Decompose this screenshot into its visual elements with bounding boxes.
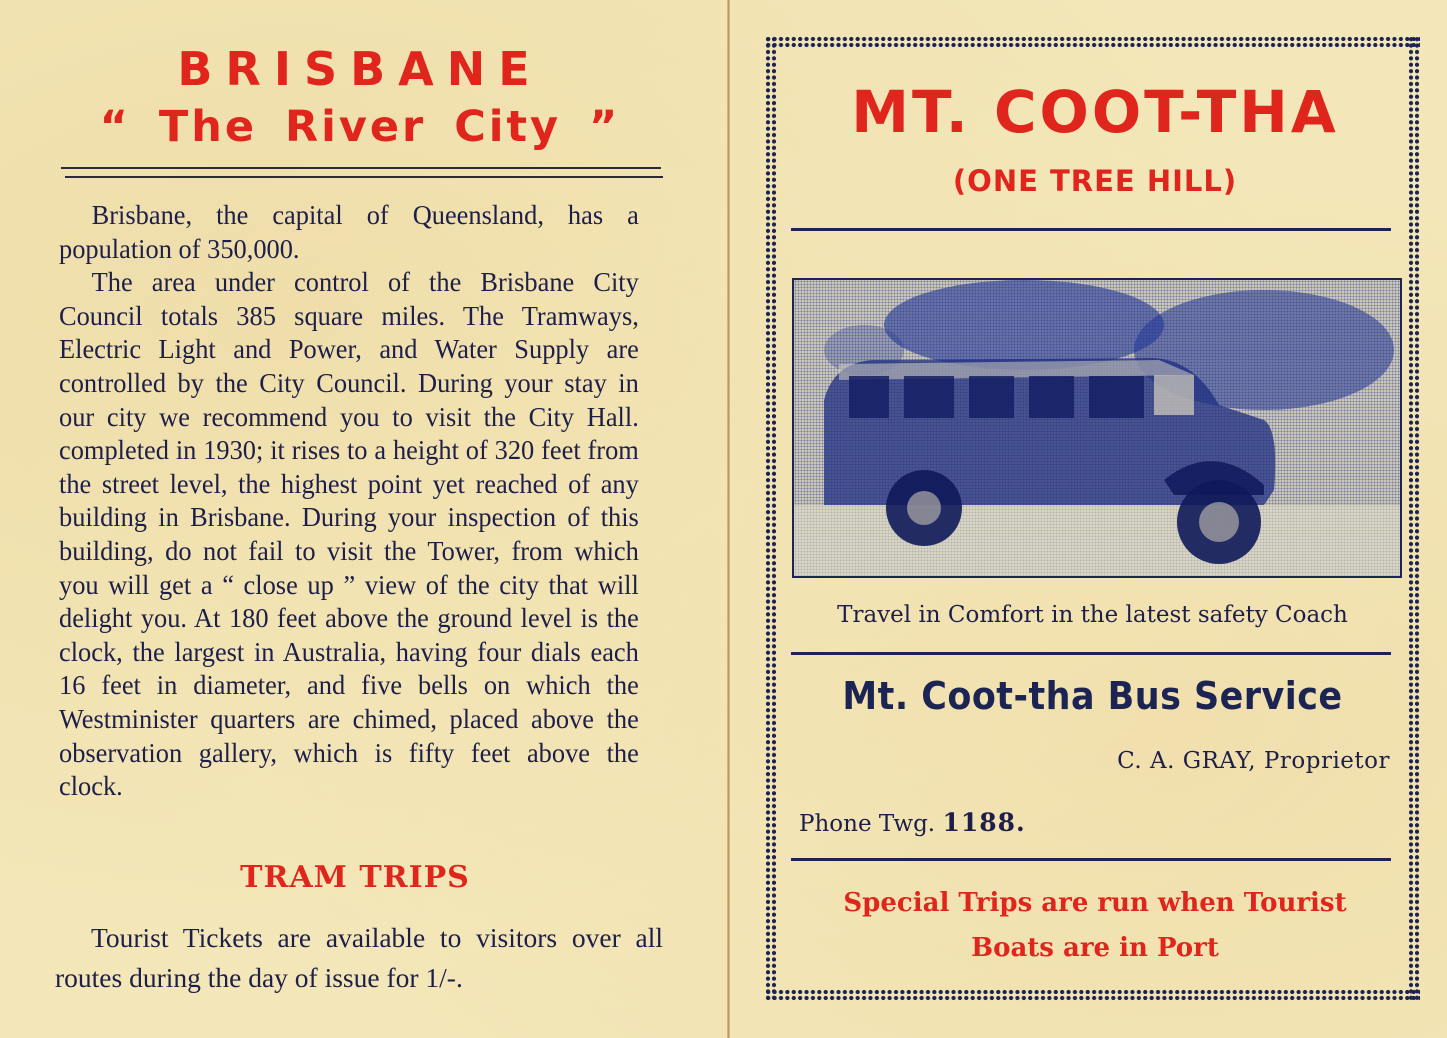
- right-panel: [765, 36, 1420, 1001]
- paragraph-city-council: The area under control of the Brisbane City Council totals 385 square miles. The Tramways, Electric Light and Power, and Water Supply are controlled by the City Council. During your stay in our city we recommend you to visit the City Hall. completed in 1930; it rises to a height of 320 feet from the street level, the highest point yet reached of any building in Brisbane. During your inspection of this building, do not fail to visit the Tower, from which you will get a “ close up ” view of the city that will delight you. At 180 feet above the ground level is the clock, the largest in Australia, having four dials each 16 feet in diameter, and five bells on which the Westminister quarters are chimed, placed above the observation gallery, which is fifty feet above the clock.: [59, 266, 639, 802]
- paper-fold-crease: [727, 0, 730, 1038]
- divider-line: [791, 858, 1391, 861]
- bus-illustration-icon: [794, 280, 1400, 576]
- dotted-border-top: [765, 36, 1420, 48]
- left-panel: [55, 0, 665, 1038]
- tram-tickets-text: [55, 918, 663, 998]
- section-heading-tram-trips: TRAM TRIPS: [240, 860, 470, 895]
- dotted-border-bottom: [765, 989, 1420, 1001]
- subtitle-one-tree-hill: (ONE TREE HILL): [952, 164, 1238, 198]
- proprietor-name: C. A. GRAY, Proprietor: [1117, 748, 1390, 774]
- phone-number: 1188.: [942, 808, 1026, 837]
- divider-line: [791, 228, 1391, 231]
- company-name: Mt. Coot-tha Bus Service: [842, 674, 1343, 718]
- special-trips-notice: [785, 881, 1405, 971]
- divider-line: [61, 167, 661, 169]
- coach-caption: Travel in Comfort in the latest safety Coach: [837, 602, 1348, 628]
- dotted-border-left: [765, 36, 777, 1001]
- phone-label: Phone Twg.: [799, 811, 936, 837]
- subtitle-river-city: “ The River City ”: [99, 102, 621, 152]
- brisbane-description: [59, 198, 639, 803]
- coach-photo: [792, 278, 1402, 578]
- divider-line: [65, 176, 663, 178]
- special-trips-line-1: Special Trips are run when Tourist: [843, 888, 1347, 918]
- paragraph-population: Brisbane, the capital of Queensland, has a population of 350,000.: [59, 199, 639, 264]
- special-trips-line-2: Boats are in Port: [971, 933, 1219, 963]
- phone-line: [799, 808, 1026, 837]
- tram-tickets-paragraph: Tourist Tickets are available to visitors over all routes during the day of issue for 1/-.: [55, 922, 663, 993]
- page-title-brisbane: BRISBANE: [177, 42, 543, 96]
- dotted-border-right: [1408, 36, 1420, 1001]
- page-title-mt-coot-tha: MT. COOT-THA: [851, 78, 1339, 146]
- divider-line: [791, 652, 1391, 655]
